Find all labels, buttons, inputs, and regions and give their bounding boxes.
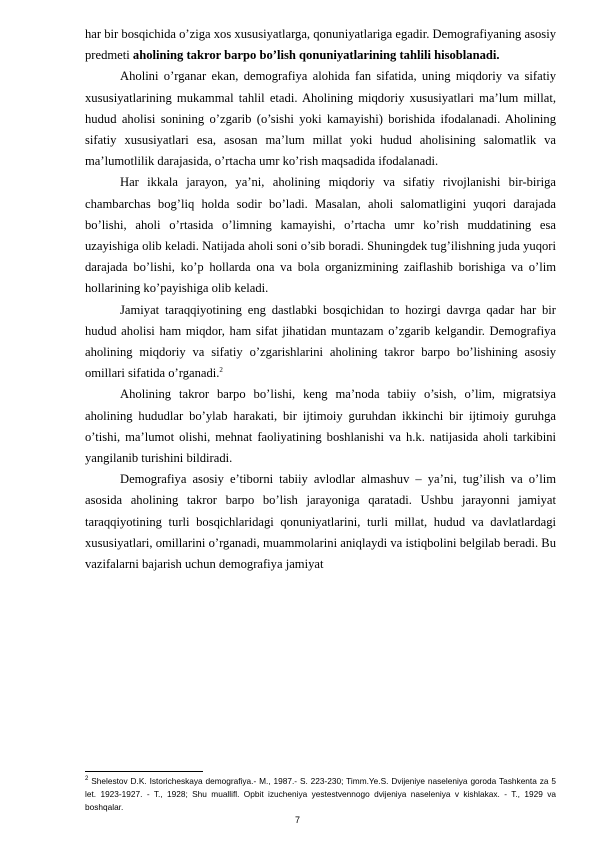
footnote-separator	[85, 771, 203, 772]
paragraph-1: Aholini o’rganar ekan, demografiya alohida fan sifatida, uning miqdoriy va sifatiy xususiyatlarining mukammal tahlil etadi. Aholining miqdoriy xususiyatlari ma’lum millat, hudud aholisi sonining o’zgarib (o’sishi yoki kamayishi) borishida ifodalanadi. Aholining sifatiy xususiyatlari esa, asosan ma’lum millat yoki hudud aholisining salomatlik va ma’lumotlilik darajasida, o’rtacha umr ko’rish maqsadida ifodalanadi.	[85, 69, 556, 169]
document-body	[85, 24, 556, 575]
footnote-reference: 2	[219, 366, 223, 375]
paragraph-0	[85, 24, 556, 66]
paragraph-0-bold-text: aholining takror barpo bo’lish qonuniyatlarining tahlili hisoblanadi.	[132, 48, 500, 63]
footnote-marker: 2	[85, 776, 89, 783]
paragraph-3	[85, 300, 556, 385]
paragraph-5: Demografiya asosiy e’tiborni tabiiy avlodlar almashuv – ya’ni, tug’ilish va o’lim asosida aholining takror barpo bo’lish jarayoniga qaratadi. Ushbu jarayonni jamiyat taraqqiyotining turli bosqichlaridagi qonuniyatlarini, turli millat, hudud va davlatlardagi xususiyatlari, omillarini o’rganadi, muammolarini aniqlaydi va istiqbolini belgilab beradi. Bu vazifalarni bajarish uchun demografiya jamiyat	[85, 472, 556, 572]
paragraph-2: Har ikkala jarayon, ya’ni, aholining miqdoriy va sifatiy rivojlanishi bir-biriga chambarchas bog’liq holda sodir bo’ladi. Masalan, aholi salomatligini yuqori darajada bo’lishi, aholi o’rtasida o’limning kamayishi, o’rtacha umr ko’rish muddatining esa uzayishiga olib keladi. Natijada aholi soni o’sib boradi. Shuningdek tug’ilishning juda yuqori darajada bo’lishi, ko’p hollarda ona va bola organizmining zaiflashib borishiga va o’lim hollarining ko’payishiga olib keladi.	[85, 175, 556, 296]
page-number: 7	[294, 815, 300, 825]
paragraph-4: Aholining takror barpo bo’lishi, keng ma’noda tabiiy o’sish, o’lim, migratsiya aholining hududlar bo’ylab harakati, bir ijtimoiy guruhdan ikkinchi bir ijtimoiy guruhga o’tishi, ma’lumot olishi, mehnat faoliyatining boshlanishi va h.k. natijasida aholi tarkibini yangilanib turishini bildiradi.	[85, 387, 556, 466]
footnote-text: Shelestov D.K. Istoricheskaya demografiya.- M., 1987.- S. 223-230; Timm.Ye.S. Dvijeniye naseleniya goroda Tashkenta za 5 let. 1923-1927. - T., 1928; Shu muallifl. Opbit izucheniya yestestvennogo dvijeniya naseleniya v kishlakax. - T., 1929 va boshqalar.	[85, 776, 556, 812]
paragraph-0-text: har bir bosqichida o’ziga xos xususiyatlarga, qonuniyatlariga egadir. Demografiyaning asosiy predmeti	[85, 27, 556, 63]
footnote	[85, 775, 556, 814]
paragraph-3-text: Jamiyat taraqqiyotining eng dastlabki bosqichidan to hozirgi davrga qadar har bir hudud aholisi ham miqdor, ham sifat jihatidan muntazam o’zgarib kelgandir. Demografiya aholining miqdoriy va sifatiy o’zgarishlarini aholining takror barpo bo’lishining asosiy omillari sifatida o’rganadi.	[85, 302, 556, 381]
